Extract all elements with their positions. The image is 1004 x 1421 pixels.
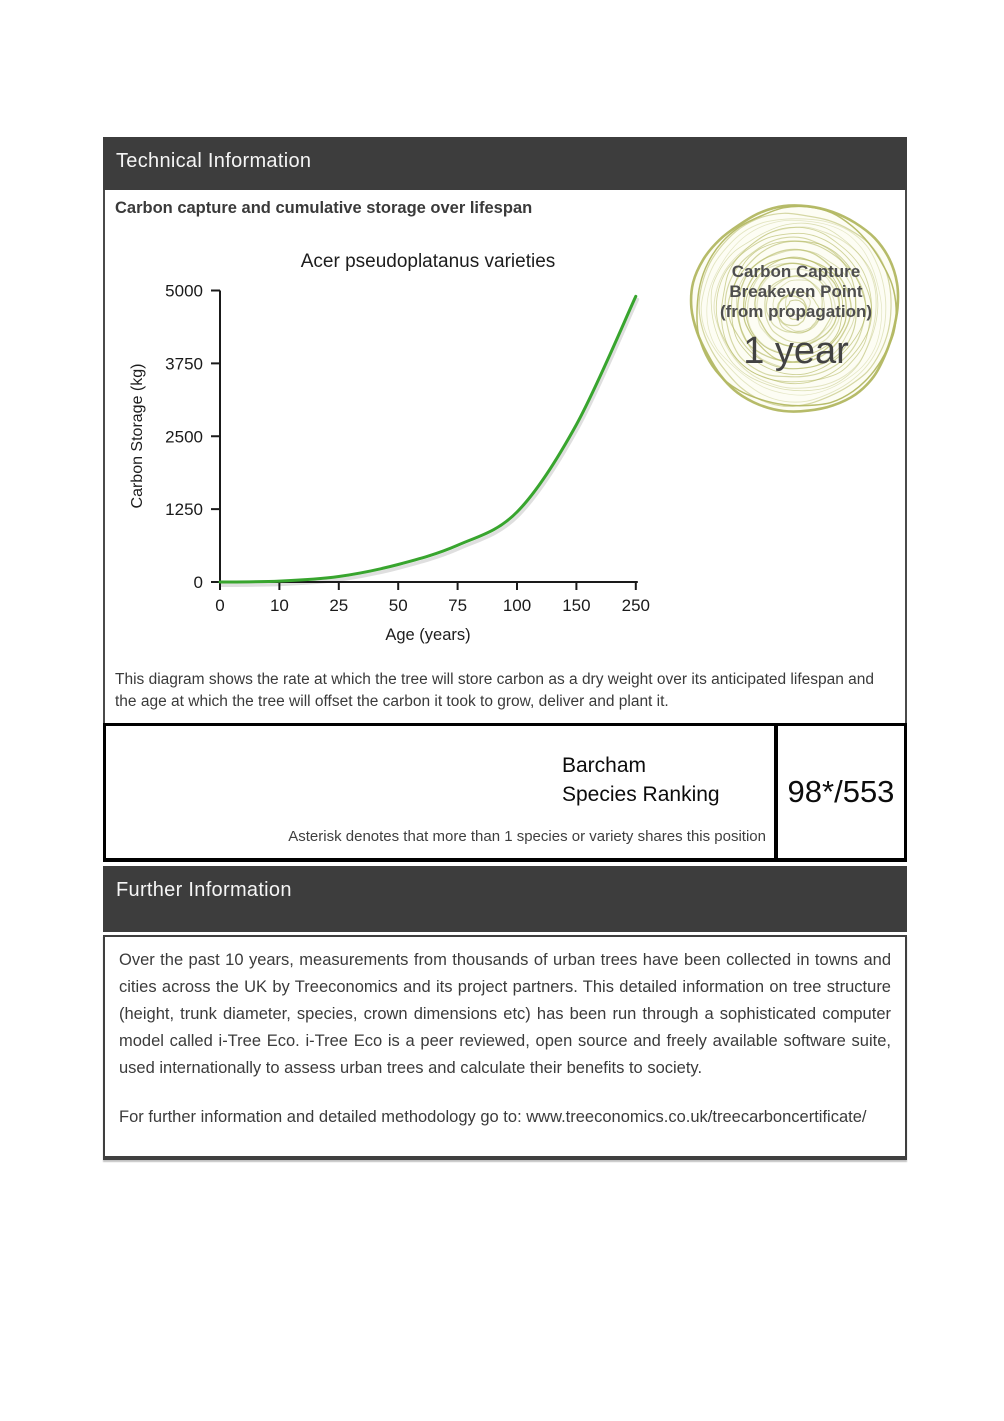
further-paragraph: Over the past 10 years, measurements from thousands of urban trees have been collected in towns and cities across the UK by Treeconomics and its project partners. This detailed information on tree structure (height, trunk diameter, species, crown dimensions etc) has been run through a sophisticated computer model called i-Tree Eco. i-Tree Eco is a peer reviewed, open source and freely available software suite, used internationally to assess urban trees and calculate their benefits to society.	[119, 951, 891, 1077]
breakeven-badge-text	[688, 262, 904, 371]
svg-text:100: 100	[502, 596, 532, 615]
further-link-line: For further information and detailed methodology go to: www.treeconomics.co.uk/treecarboncertificate/	[119, 1108, 867, 1126]
svg-text:0: 0	[215, 596, 225, 615]
ranking-footnote: Asterisk denotes that more than 1 species or variety shares this position	[288, 828, 766, 845]
carbon-storage-chart	[115, 230, 755, 700]
svg-text:25: 25	[329, 596, 349, 615]
ranking-label-line1: Barcham	[562, 754, 647, 777]
svg-text:150: 150	[562, 596, 591, 615]
further-information-section	[103, 935, 907, 1160]
svg-text:0: 0	[193, 573, 203, 592]
technical-information-title: Technical Information	[116, 150, 312, 172]
badge-title-line1: Carbon Capture	[731, 262, 861, 281]
certificate-document	[103, 137, 907, 1160]
breakeven-value: 1 year	[743, 330, 849, 372]
svg-text:10: 10	[269, 596, 289, 615]
further-information-header	[103, 866, 907, 932]
svg-text:Age (years): Age (years)	[385, 626, 471, 644]
svg-text:1250: 1250	[165, 500, 203, 520]
badge-title-line3: (from propagation)	[719, 302, 873, 321]
technical-information-header	[103, 137, 907, 190]
further-information-title: Further Information	[116, 879, 292, 901]
svg-text:250: 250	[621, 596, 650, 615]
breakeven-badge	[688, 200, 904, 416]
ranking-label	[562, 751, 720, 809]
svg-text:Carbon Storage (kg): Carbon Storage (kg)	[129, 363, 146, 509]
chart-section-heading: Carbon capture and cumulative storage over lifespan	[115, 199, 533, 217]
svg-text:2500: 2500	[165, 427, 203, 447]
svg-text:Acer pseudoplatanus varieties: Acer pseudoplatanus varieties	[300, 251, 556, 272]
technical-section	[103, 190, 907, 723]
ranking-label-line2: Species Ranking	[562, 783, 720, 806]
svg-text:75: 75	[448, 596, 468, 615]
svg-text:3750: 3750	[165, 354, 203, 374]
svg-text:50: 50	[388, 596, 408, 615]
svg-text:5000: 5000	[165, 281, 203, 301]
chart-description: This diagram shows the rate at which the tree will store carbon as a dry weight over its anticipated lifespan and the age at which the tree will offset the carbon it took to grow, deliver and plant it.	[115, 671, 875, 710]
badge-title-line2: Breakeven Point	[729, 282, 863, 301]
species-ranking-section	[103, 723, 907, 862]
ranking-value: 98*/553	[774, 726, 904, 858]
